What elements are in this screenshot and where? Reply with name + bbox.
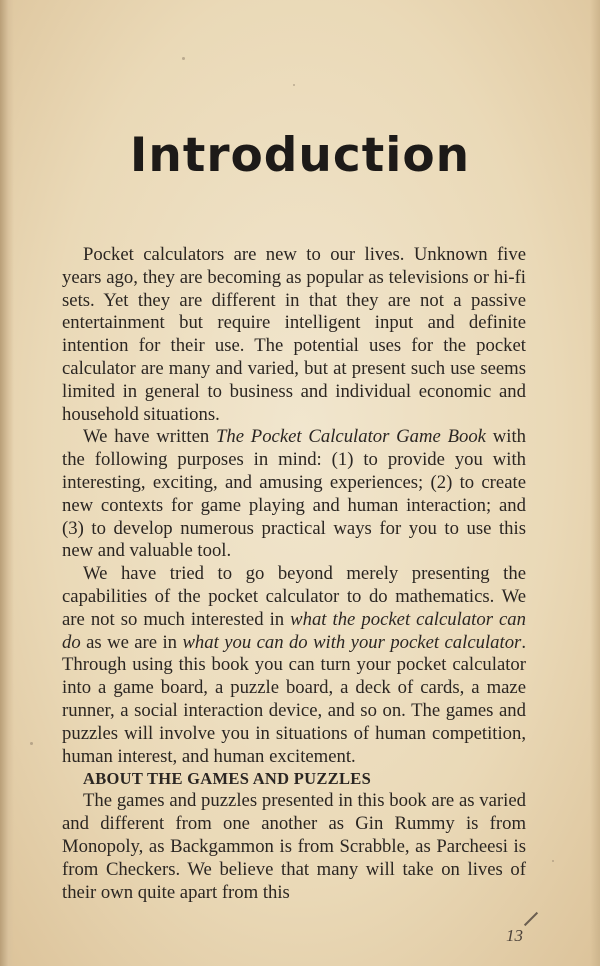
paragraph-3-rest: . Through using this book you can turn your pocket calculator into a game board, a puzzle board, a deck of cards, a maze runner, a social interaction device, and so on. The games and puzzles will involve you in situations of human competition, human interest, and human excitement. bbox=[62, 631, 526, 767]
paragraph-3-start: We have tried to go beyond merely presenting the capabilities of the pocket calculator to do mathematics. We are not so much interested in bbox=[62, 563, 526, 630]
paragraph-2-rest: with the following purposes in mind: (1) to provide you with interesting, exciting, and amusing experiences; (2) to create new contexts for game playing and human interaction; and (3) to develop numerous practical ways for you to use this new and valuable tool. bbox=[62, 426, 526, 562]
paragraph-1: Pocket calculators are new to our lives. Unknown five years ago, they are becoming as popular as televisions or hi-fi sets. Yet they are different in that they are not a passive entertainment but require intelligent input and definite intention for their use. The potential uses for the pocket calculator are many and varied, but at present such use seems limited in general to business and individual economic and household situations. bbox=[62, 244, 526, 425]
paragraph-4: The games and puzzles presented in this book are as varied and different from one another as Gin Rummy is from Monopoly, as Backgammon is from Scrabble, as Parcheesi is from Checkers. We believe that many will take on lives of their own quite apart from this bbox=[62, 790, 526, 903]
pencil-slash-mark bbox=[524, 912, 538, 926]
chapter-title: Introduction bbox=[129, 128, 471, 183]
paragraph-3 bbox=[62, 563, 526, 768]
paragraph-2 bbox=[62, 426, 526, 563]
paragraph-2-start: We have written bbox=[83, 426, 216, 448]
paragraph-3-italic-1: what the pocket calculator can do bbox=[62, 608, 526, 653]
paper-speck bbox=[293, 84, 295, 86]
page-number: 13 bbox=[506, 926, 523, 945]
paragraph-3-mid: as we are in bbox=[80, 631, 183, 653]
paper-speck bbox=[182, 57, 185, 60]
book-title-italic: The Pocket Calculator Game Book bbox=[215, 426, 486, 448]
body-text bbox=[62, 244, 526, 904]
paper-speck bbox=[30, 742, 33, 745]
paragraph-3-italic-2: what you can do with your pocket calculator bbox=[182, 631, 522, 653]
section-heading: ABOUT THE GAMES AND PUZZLES bbox=[83, 769, 372, 789]
paper-speck bbox=[552, 860, 554, 862]
